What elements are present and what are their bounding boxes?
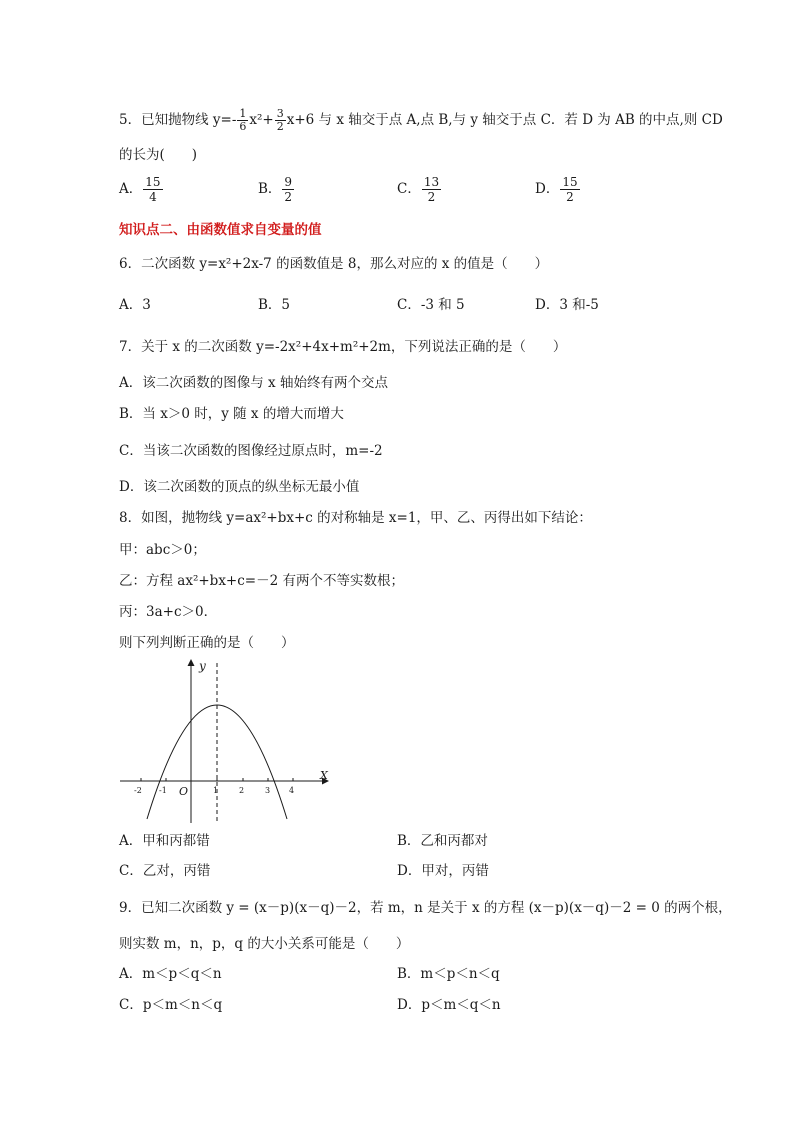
tick-label: 3 xyxy=(265,786,271,795)
q5-stem-line2: 的长为( ) xyxy=(119,147,198,163)
section-title: 知识点二、由函数值求自变量的值 xyxy=(119,222,322,238)
q9-stem-line1: 9．已知二次函数 y = (x－p)(x－q)－2，若 m，n 是关于 x 的方程 (x－p)(x－q)－2 = 0 的两个根， xyxy=(119,900,732,916)
q5-mid: x²+ xyxy=(249,112,274,128)
q9-stem-line2: 则实数 m，n，p，q 的大小关系可能是（ ） xyxy=(119,936,410,952)
q8-option-c: C．乙对，丙错 xyxy=(119,863,211,879)
q7-option-c: C．当该二次函数的图像经过原点时，m=-2 xyxy=(119,443,383,459)
origin-label: O xyxy=(179,785,189,798)
q7-option-d: D．该二次函数的顶点的纵坐标无最小值 xyxy=(119,479,360,495)
q6-option-b: B．5 xyxy=(258,297,291,313)
q5-stem-line1 xyxy=(119,108,723,133)
q9-option-d: D．p＜m＜q＜n xyxy=(397,997,501,1013)
q8-option-a: A．甲和丙都错 xyxy=(119,833,210,849)
q7-stem: 7．关于 x 的二次函数 y=-2x²+4x+m²+2m，下列说法正确的是（ ） xyxy=(119,339,567,355)
q9-option-c: C．p＜m＜n＜q xyxy=(119,997,223,1013)
y-axis-label: y xyxy=(199,659,206,673)
tick-label: 4 xyxy=(289,786,295,795)
q5-option-d: D． $\frac{15}{2}$ xyxy=(535,175,578,204)
q9-option-a: A．m＜p＜q＜n xyxy=(119,966,222,982)
q6-option-c: C．-3 和 5 xyxy=(397,297,465,313)
q8-stem: 8．如图，抛物线 y=ax²+bx+c 的对称轴是 x=1，甲、乙、丙得出如下结论： xyxy=(119,510,592,526)
q8-ask: 则下列判断正确的是（ ） xyxy=(119,635,295,651)
q6-stem: 6．二次函数 y=x²+2x-7 的函数值是 8，那么对应的 x 的值是（ ） xyxy=(119,256,549,272)
q8-parabola-graph xyxy=(115,655,335,825)
q8-conclusion-bing: 丙：3a+c＞0． xyxy=(119,604,218,620)
tick-label: 2 xyxy=(239,786,245,795)
q5-frac-2: $\frac{3}{2}$ xyxy=(276,107,284,133)
q6-option-a: A．3 xyxy=(119,297,151,313)
q5-option-c: C． $\frac{13}{2}$ xyxy=(397,175,440,204)
tick-label: 1 xyxy=(213,786,219,795)
q5-option-b: B． $\frac{9}{2}$ xyxy=(258,175,293,204)
q5-lead: 5．已知抛物线 y=- xyxy=(119,112,237,128)
q7-option-b: B．当 x＞0 时，y 随 x 的增大而增大 xyxy=(119,406,344,422)
x-axis-label: X xyxy=(320,769,328,782)
q6-option-d: D．3 和-5 xyxy=(535,297,599,313)
q8-option-b: B．乙和丙都对 xyxy=(397,833,488,849)
q7-option-a: A．该二次函数的图像与 x 轴始终有两个交点 xyxy=(119,375,388,391)
q8-conclusion-yi: 乙：方程 ax²+bx+c=－2 有两个不等实数根； xyxy=(119,573,404,589)
q5-option-a: A． $\frac{15}{4}$ xyxy=(119,175,161,204)
q8-option-d: D．甲对，丙错 xyxy=(397,863,489,879)
q5-rest: x+6 与 x 轴交于点 A,点 B,与 y 轴交于点 C．若 D 为 AB 的中点,则 CD xyxy=(286,112,723,128)
tick-label: -2 xyxy=(134,786,142,795)
q8-conclusion-jia: 甲：abc＞0； xyxy=(119,542,206,558)
q5-frac-1: $\frac{1}{6}$ xyxy=(239,107,247,133)
q9-option-b: B．m＜p＜n＜q xyxy=(397,966,500,982)
tick-label: -1 xyxy=(159,786,167,795)
